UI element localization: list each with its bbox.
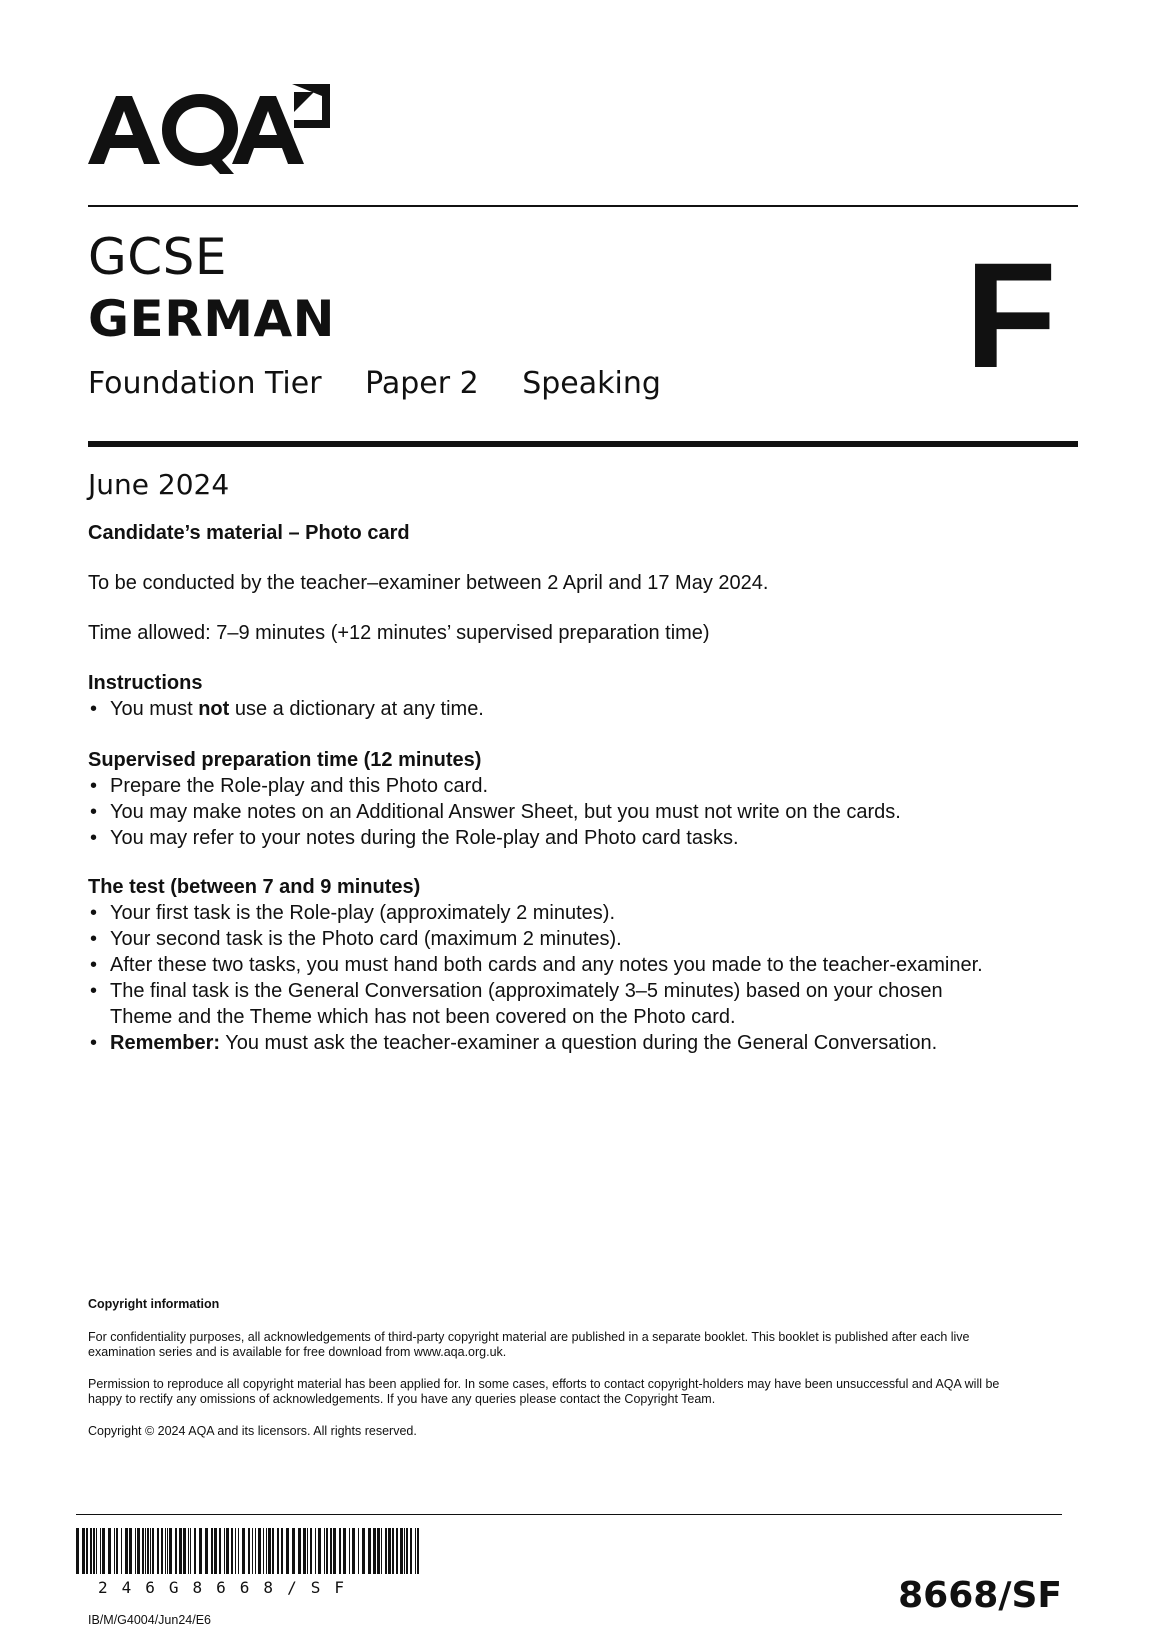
list-item: • After these two tasks, you must hand both cards and any notes you made to the teacher-examiner. <box>88 952 1078 978</box>
exam-date: June 2024 <box>88 468 230 501</box>
list-item: • You may make notes on an Additional Answer Sheet, but you must not write on the cards. <box>88 799 901 825</box>
preparation-section <box>88 747 901 851</box>
aqa-logo <box>88 84 348 176</box>
copyright-para-2: Permission to reproduce all copyright material has been applied for. In some cases, efforts to contact copyright-holders may have been unsuccessful and AQA will be happy to rectify any omissions of acknowledgements. If you have any queries please contact the Copyright Team. <box>88 1377 1000 1406</box>
preparation-heading: Supervised preparation time (12 minutes) <box>88 749 482 771</box>
header-rule <box>88 205 1078 207</box>
barcode <box>76 1528 422 1580</box>
instructions-section <box>88 670 484 722</box>
material-title: Candidate’s material – Photo card <box>88 522 410 544</box>
tier-letter: F <box>965 231 1057 399</box>
instruction-item: • You must not use a dictionary at any time. <box>88 696 484 722</box>
tier-label: Foundation Tier <box>88 366 322 401</box>
copyright-para-3: Copyright © 2024 AQA and its licensors. All rights reserved. <box>88 1424 417 1438</box>
test-heading: The test (between 7 and 9 minutes) <box>88 876 421 898</box>
list-item: • You may refer to your notes during the Role-play and Photo card tasks. <box>88 825 901 851</box>
time-allowed-text: Time allowed: 7–9 minutes (+12 minutes’ supervised preparation time) <box>88 622 710 644</box>
paper-code: 8668/SF <box>898 1575 1062 1616</box>
test-section <box>88 874 1078 1056</box>
tier-paper-line <box>88 366 695 401</box>
component-label: Speaking <box>522 366 661 401</box>
subject-title: GERMAN <box>88 290 335 348</box>
copyright-heading: Copyright information <box>88 1297 220 1311</box>
list-item: • The final task is the General Conversation (approximately 3–5 minutes) based on your chosen Theme and the Theme which has not been covered on the Photo card. <box>88 978 1010 1030</box>
list-item: • Your second task is the Photo card (maximum 2 minutes). <box>88 926 1078 952</box>
copyright-para-1: For confidentiality purposes, all acknowledgements of third-party copyright material are published in a separate booklet. This booklet is published after each live examination series and is available for free download from www.aqa.org.uk. <box>88 1330 970 1359</box>
paper-label: Paper 2 <box>365 366 479 401</box>
list-item: • Prepare the Role-play and this Photo card. <box>88 773 901 799</box>
footer-rule <box>76 1514 1062 1515</box>
barcode-number: 246G8668/SF <box>98 1578 358 1597</box>
instructions-heading: Instructions <box>88 672 203 694</box>
conducted-text: To be conducted by the teacher–examiner between 2 April and 17 May 2024. <box>88 572 769 594</box>
list-item: • Your first task is the Role-play (approximately 2 minutes). <box>88 900 1078 926</box>
qualification-title: GCSE <box>88 228 227 286</box>
list-item: • Remember: You must ask the teacher-examiner a question during the General Conversation. <box>88 1030 1078 1056</box>
reference-code: IB/M/G4004/Jun24/E6 <box>88 1613 211 1627</box>
header-rule-thick <box>88 441 1078 447</box>
